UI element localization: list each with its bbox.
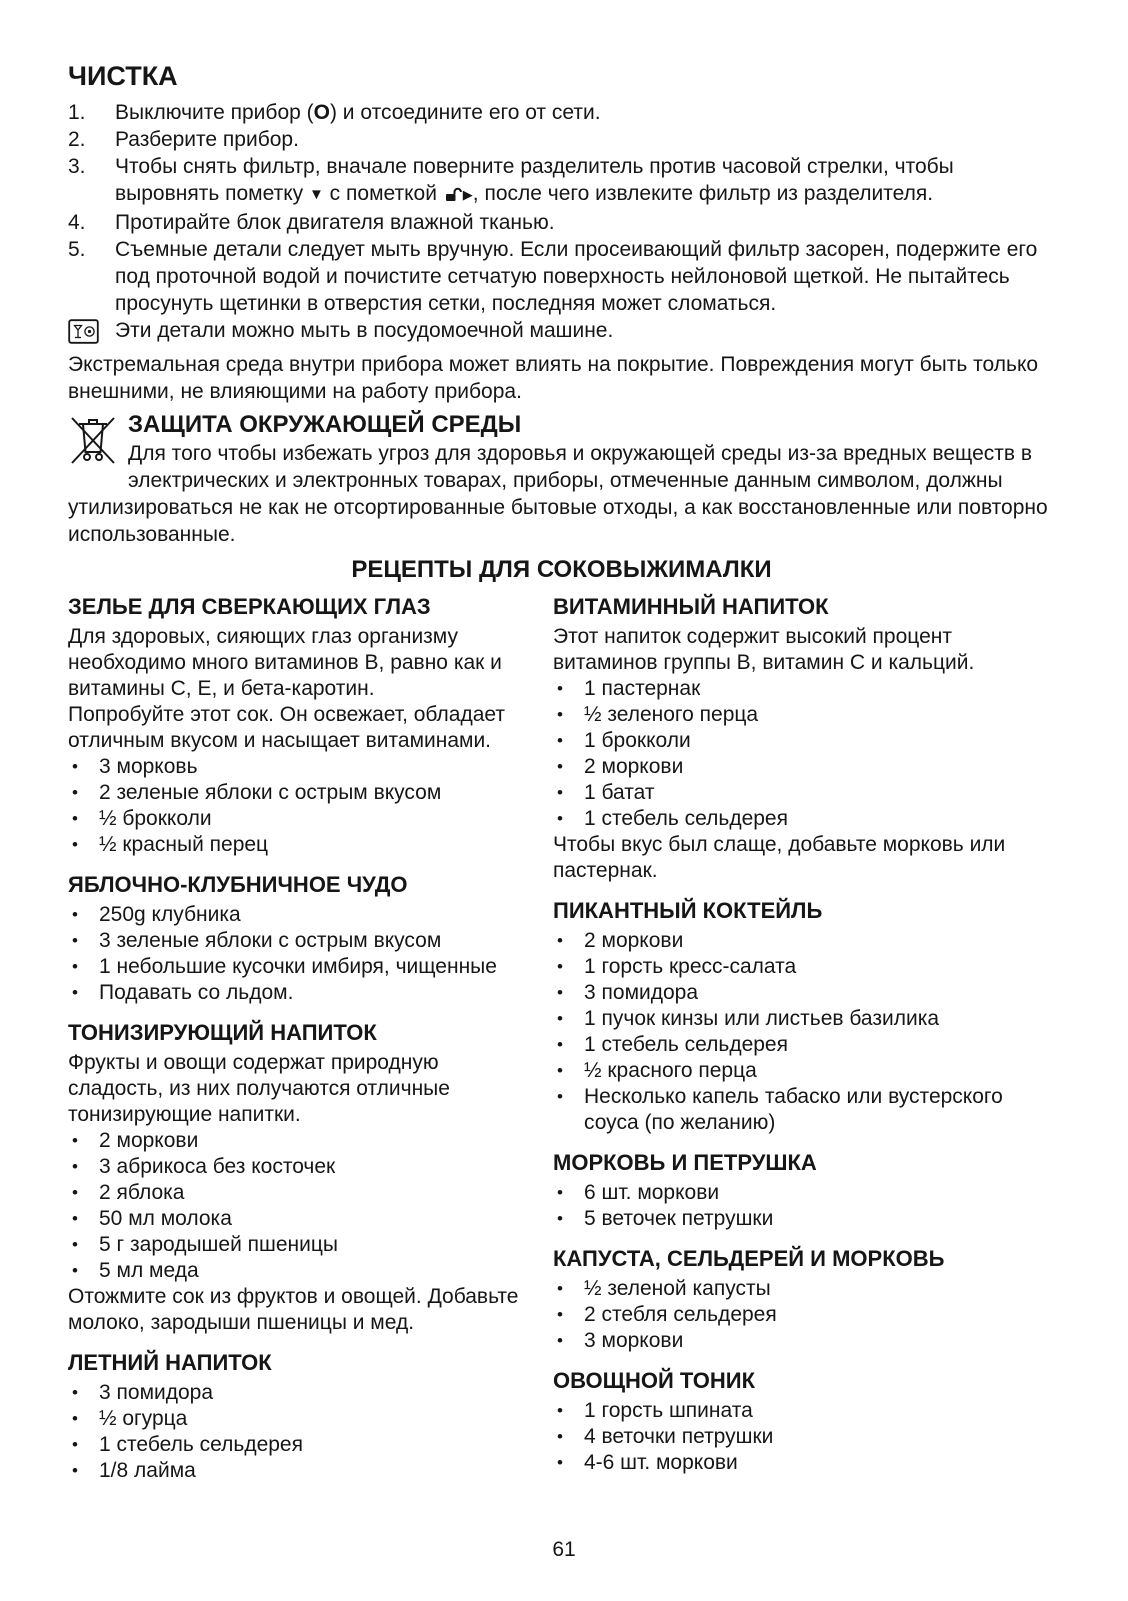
ingredient-item (553, 1276, 1055, 1302)
ingredient-text: 3 морковь (99, 755, 198, 778)
bullet-icon: • (72, 983, 78, 1002)
bullet-icon: • (557, 1061, 563, 1080)
lock-open-icon (445, 182, 462, 209)
environment-section (68, 409, 1055, 548)
ingredient-item (553, 780, 1055, 806)
cleaning-step-3 (68, 153, 1055, 209)
ingredient-text: 3 абрикоса без косточек (99, 1155, 336, 1178)
bullet-icon: • (557, 1453, 563, 1472)
ingredient-item (553, 1058, 1055, 1084)
bullet-icon: • (72, 1435, 78, 1454)
bullet-icon: • (72, 1383, 78, 1402)
ingredient-item (553, 754, 1055, 780)
ingredient-item (68, 928, 526, 954)
ingredient-text: ½ красного перца (584, 1059, 757, 1082)
environment-title: ЗАЩИТА ОКРУЖАЮЩЕЙ СРЕДЫ (128, 411, 522, 438)
weee-crossed-bin-icon (68, 411, 118, 469)
bullet-icon: • (557, 1087, 563, 1106)
recipe-cabbage-celery-carrot (553, 1245, 1055, 1354)
step-number: 2. (68, 128, 86, 151)
recipe-tonic-drink (68, 1019, 526, 1336)
ingredient-item (68, 780, 526, 806)
recipe-outro: Отожмите сок из фруктов и овощей. Добавьте молоко, зародыши пшеницы и мед. (68, 1285, 519, 1334)
bullet-icon: • (72, 809, 78, 828)
bullet-icon: • (72, 931, 78, 950)
ingredient-item (68, 1180, 526, 1206)
step-text-bold: O (313, 101, 330, 124)
step-text-part: ) и отсоедините его от сети. (329, 101, 601, 124)
bullet-icon: • (557, 983, 563, 1002)
ingredient-item (68, 954, 526, 980)
cleaning-step-1 (68, 99, 1055, 126)
bullet-icon: • (557, 783, 563, 802)
ingredient-item (68, 1380, 526, 1406)
bullet-icon: • (557, 1427, 563, 1446)
recipe-intro: Попробуйте этот сок. Он освежает, обладает отличным вкусом и насыщает витаминами. (68, 703, 505, 752)
bullet-icon: • (72, 957, 78, 976)
recipe-title: ЯБЛОЧНО-КЛУБНИЧНОЕ ЧУДО (68, 872, 408, 897)
ingredient-text: 3 помидора (584, 981, 699, 1004)
ingredient-item (68, 1258, 526, 1284)
ingredient-item (553, 702, 1055, 728)
bullet-icon: • (72, 1209, 78, 1228)
bullet-icon: • (557, 931, 563, 950)
ingredient-text: 2 стебля сельдерея (584, 1303, 777, 1326)
ingredient-text: 3 зеленые яблоки с острым вкусом (99, 929, 442, 952)
ingredient-item (553, 1450, 1055, 1476)
ingredient-text: 1 небольшие кусочки имбиря, чищенные (99, 955, 497, 978)
ingredient-item (553, 1302, 1055, 1328)
ingredient-item (68, 832, 526, 858)
ingredient-item (553, 676, 1055, 702)
recipe-title: КАПУСТА, СЕЛЬДЕРЕЙ И МОРКОВЬ (553, 1246, 945, 1271)
arrow-right-icon: ▶ (462, 187, 473, 202)
extreme-environment-note: Экстремальная среда внутри прибора может влиять на покрытие. Повреждения могут быть только внешними, не влияющими на работу прибора. (68, 353, 1039, 403)
step-text-part: Выключите прибор ( (115, 101, 314, 124)
ingredient-text: ½ зеленого перца (584, 703, 759, 726)
bullet-icon: • (557, 1183, 563, 1202)
recipes-heading: РЕЦЕПТЫ ДЛЯ СОКОВЫЖИМАЛКИ (351, 556, 772, 583)
ingredient-item (68, 806, 526, 832)
step-number: 1. (68, 101, 86, 124)
recipe-title: ЗЕЛЬЕ ДЛЯ СВЕРКАЮЩИХ ГЛАЗ (68, 594, 431, 619)
bullet-icon: • (72, 1157, 78, 1176)
bullet-icon: • (72, 1409, 78, 1428)
bullet-icon: • (72, 1261, 78, 1280)
recipe-title: МОРКОВЬ И ПЕТРУШКА (553, 1150, 817, 1175)
ingredient-item (68, 902, 526, 928)
ingredient-item (553, 980, 1055, 1006)
ingredient-text: 2 моркови (99, 1129, 199, 1152)
recipe-carrot-parsley (553, 1149, 1055, 1232)
bullet-icon: • (557, 679, 563, 698)
ingredient-text: Несколько капель табаско или вустерского соуса (по желанию) (584, 1085, 1003, 1134)
triangle-down-icon: ▼ (308, 186, 324, 203)
recipe-intro: Фрукты и овощи содержат природную сладость, из них получаются отличные тонизирующие напитки. (68, 1051, 450, 1126)
ingredient-text: 250g клубника (99, 903, 241, 926)
ingredient-item (68, 1128, 526, 1154)
ingredient-text: Подавать со льдом. (99, 981, 294, 1004)
ingredient-text: 5 г зародышей пшеницы (99, 1233, 338, 1256)
bullet-icon: • (72, 835, 78, 854)
ingredient-text: 1 стебель сельдерея (99, 1433, 303, 1456)
bullet-icon: • (72, 783, 78, 802)
step-text: Разберите прибор. (115, 128, 299, 151)
ingredient-text: ½ красный перец (99, 833, 269, 856)
ingredient-item (68, 980, 526, 1006)
recipe-title: ЛЕТНИЙ НАПИТОК (68, 1350, 272, 1375)
ingredient-text: 4 веточки петрушки (584, 1425, 774, 1448)
step-text (115, 99, 1055, 126)
bullet-icon: • (557, 1279, 563, 1298)
bullet-icon: • (72, 1461, 78, 1480)
bullet-icon: • (557, 1035, 563, 1054)
ingredient-item (553, 1084, 1055, 1136)
ingredient-text: 5 веточек петрушки (584, 1207, 774, 1230)
bullet-icon: • (557, 757, 563, 776)
ingredient-text: 1 пастернак (584, 677, 701, 700)
cleaning-step-4 (68, 209, 1055, 236)
ingredient-text: 1/8 лайма (99, 1459, 196, 1482)
recipe-outro: Чтобы вкус был слаще, добавьте морковь или пастернак. (553, 833, 1006, 882)
ingredient-item (553, 928, 1055, 954)
bullet-icon: • (557, 1009, 563, 1028)
cleaning-step-5 (68, 236, 1055, 317)
ingredient-item (553, 1206, 1055, 1232)
ingredient-text: 50 мл молока (99, 1207, 232, 1230)
ingredient-text: 6 шт. моркови (584, 1181, 720, 1204)
recipe-title: ТОНИЗИРУЮЩИЙ НАПИТОК (68, 1020, 377, 1045)
ingredient-item (68, 754, 526, 780)
ingredient-item (553, 806, 1055, 832)
recipe-vegetable-tonic (553, 1367, 1055, 1476)
bullet-icon: • (72, 1183, 78, 1202)
ingredient-item (553, 1398, 1055, 1424)
step-text-part: Чтобы снять фильтр, вначале поверните разделитель против часовой стрелки, чтобы выровнять пометку (115, 155, 954, 205)
ingredient-text: 5 мл меда (99, 1259, 199, 1282)
step-number: 3. (68, 155, 86, 178)
recipe-title: ОВОЩНОЙ ТОНИК (553, 1368, 756, 1393)
ingredient-text: 1 батат (584, 781, 655, 804)
page-number: 61 (552, 1538, 576, 1561)
recipe-summer-drink (68, 1349, 526, 1484)
dishwasher-note (68, 317, 1055, 351)
recipe-intro: Этот напиток содержит высокий процент витаминов группы B, витамин C и кальций. (553, 625, 975, 674)
ingredient-item (68, 1154, 526, 1180)
step-text (115, 153, 1055, 209)
ingredient-text: 1 горсть шпината (584, 1399, 753, 1422)
step-text: Протирайте блок двигателя влажной тканью. (115, 211, 555, 234)
ingredient-text: ½ огурца (99, 1407, 188, 1430)
ingredient-text: 2 зеленые яблоки с острым вкусом (99, 781, 442, 804)
ingredient-item (68, 1206, 526, 1232)
recipes-columns (68, 590, 1055, 1484)
ingredient-item (553, 728, 1055, 754)
step-number: 4. (68, 211, 86, 234)
ingredient-item (553, 1180, 1055, 1206)
bullet-icon: • (72, 1131, 78, 1150)
recipe-intro: Для здоровых, сияющих глаз организму необходимо много витаминов B, равно как и витамины C, E, и бета-каротин. (68, 625, 502, 700)
ingredient-text: 1 стебель сельдерея (584, 807, 788, 830)
ingredient-item (68, 1406, 526, 1432)
step-text-part: , после чего извлеките фильтр из разделителя. (472, 182, 934, 205)
ingredient-text: ½ зеленой капусты (584, 1277, 771, 1300)
ingredient-item (553, 954, 1055, 980)
bullet-icon: • (72, 1235, 78, 1254)
ingredient-item (68, 1458, 526, 1484)
recipe-title: ВИТАМИННЫЙ НАПИТОК (553, 594, 829, 619)
ingredient-text: 3 помидора (99, 1381, 214, 1404)
environment-body: Для того чтобы избежать угроз для здоровья и окружающей среды из-за вредных веществ в электрических и электронных товарах, приборы, отмеченные данным символом, должны утилизироваться не как не отсортированные бытовые отходы, а как восстановленные или повторно использованные. (68, 442, 1048, 546)
ingredient-item (553, 1032, 1055, 1058)
ingredient-item (553, 1006, 1055, 1032)
ingredient-text: 1 горсть кресс-салата (584, 955, 797, 978)
bullet-icon: • (557, 1305, 563, 1324)
bullet-icon: • (557, 1401, 563, 1420)
ingredient-text: 2 яблока (99, 1181, 185, 1204)
ingredient-text: 2 моркови (584, 929, 684, 952)
ingredient-item (553, 1424, 1055, 1450)
cleaning-title: ЧИСТКА (68, 61, 178, 91)
bullet-icon: • (557, 1331, 563, 1350)
bullet-icon: • (557, 1209, 563, 1228)
recipes-column-left (68, 590, 526, 1484)
cleaning-step-2 (68, 126, 1055, 153)
recipe-apple-strawberry (68, 871, 526, 1006)
bullet-icon: • (557, 705, 563, 724)
ingredient-item (553, 1328, 1055, 1354)
recipe-title: ПИКАНТНЫЙ КОКТЕЙЛЬ (553, 898, 823, 923)
step-text-part: с пометкой (323, 182, 443, 205)
ingredient-text: 4-6 шт. моркови (584, 1451, 738, 1474)
step-text: Съемные детали следует мыть вручную. Если просеивающий фильтр засорен, подержите его под проточной водой и почистите сетчатую поверхность нейлоновой щеткой. Не пытайтесь просунуть щетинки в отверстия сетки, последняя может сломаться. (115, 238, 1038, 315)
dishwasher-safe-icon (68, 317, 115, 351)
bullet-icon: • (557, 809, 563, 828)
ingredient-text: 1 брокколи (584, 729, 691, 752)
bullet-icon: • (557, 957, 563, 976)
bullet-icon: • (72, 905, 78, 924)
recipes-column-right (553, 590, 1055, 1484)
bullet-icon: • (72, 757, 78, 776)
ingredient-item (68, 1432, 526, 1458)
ingredient-text: 1 пучок кинзы или листьев базилика (584, 1007, 940, 1030)
step-number: 5. (68, 238, 86, 261)
recipe-glow-eyes (68, 593, 526, 858)
ingredient-text: 1 стебель сельдерея (584, 1033, 788, 1056)
bullet-icon: • (557, 731, 563, 750)
ingredient-item (68, 1232, 526, 1258)
ingredient-text: 2 моркови (584, 755, 684, 778)
dishwasher-note-text: Эти детали можно мыть в посудомоечной машине. (115, 319, 614, 342)
recipe-spicy-cocktail (553, 897, 1055, 1136)
ingredient-text: ½ брокколи (99, 807, 212, 830)
recipe-vitamin-drink (553, 593, 1055, 884)
ingredient-text: 3 моркови (584, 1329, 684, 1352)
